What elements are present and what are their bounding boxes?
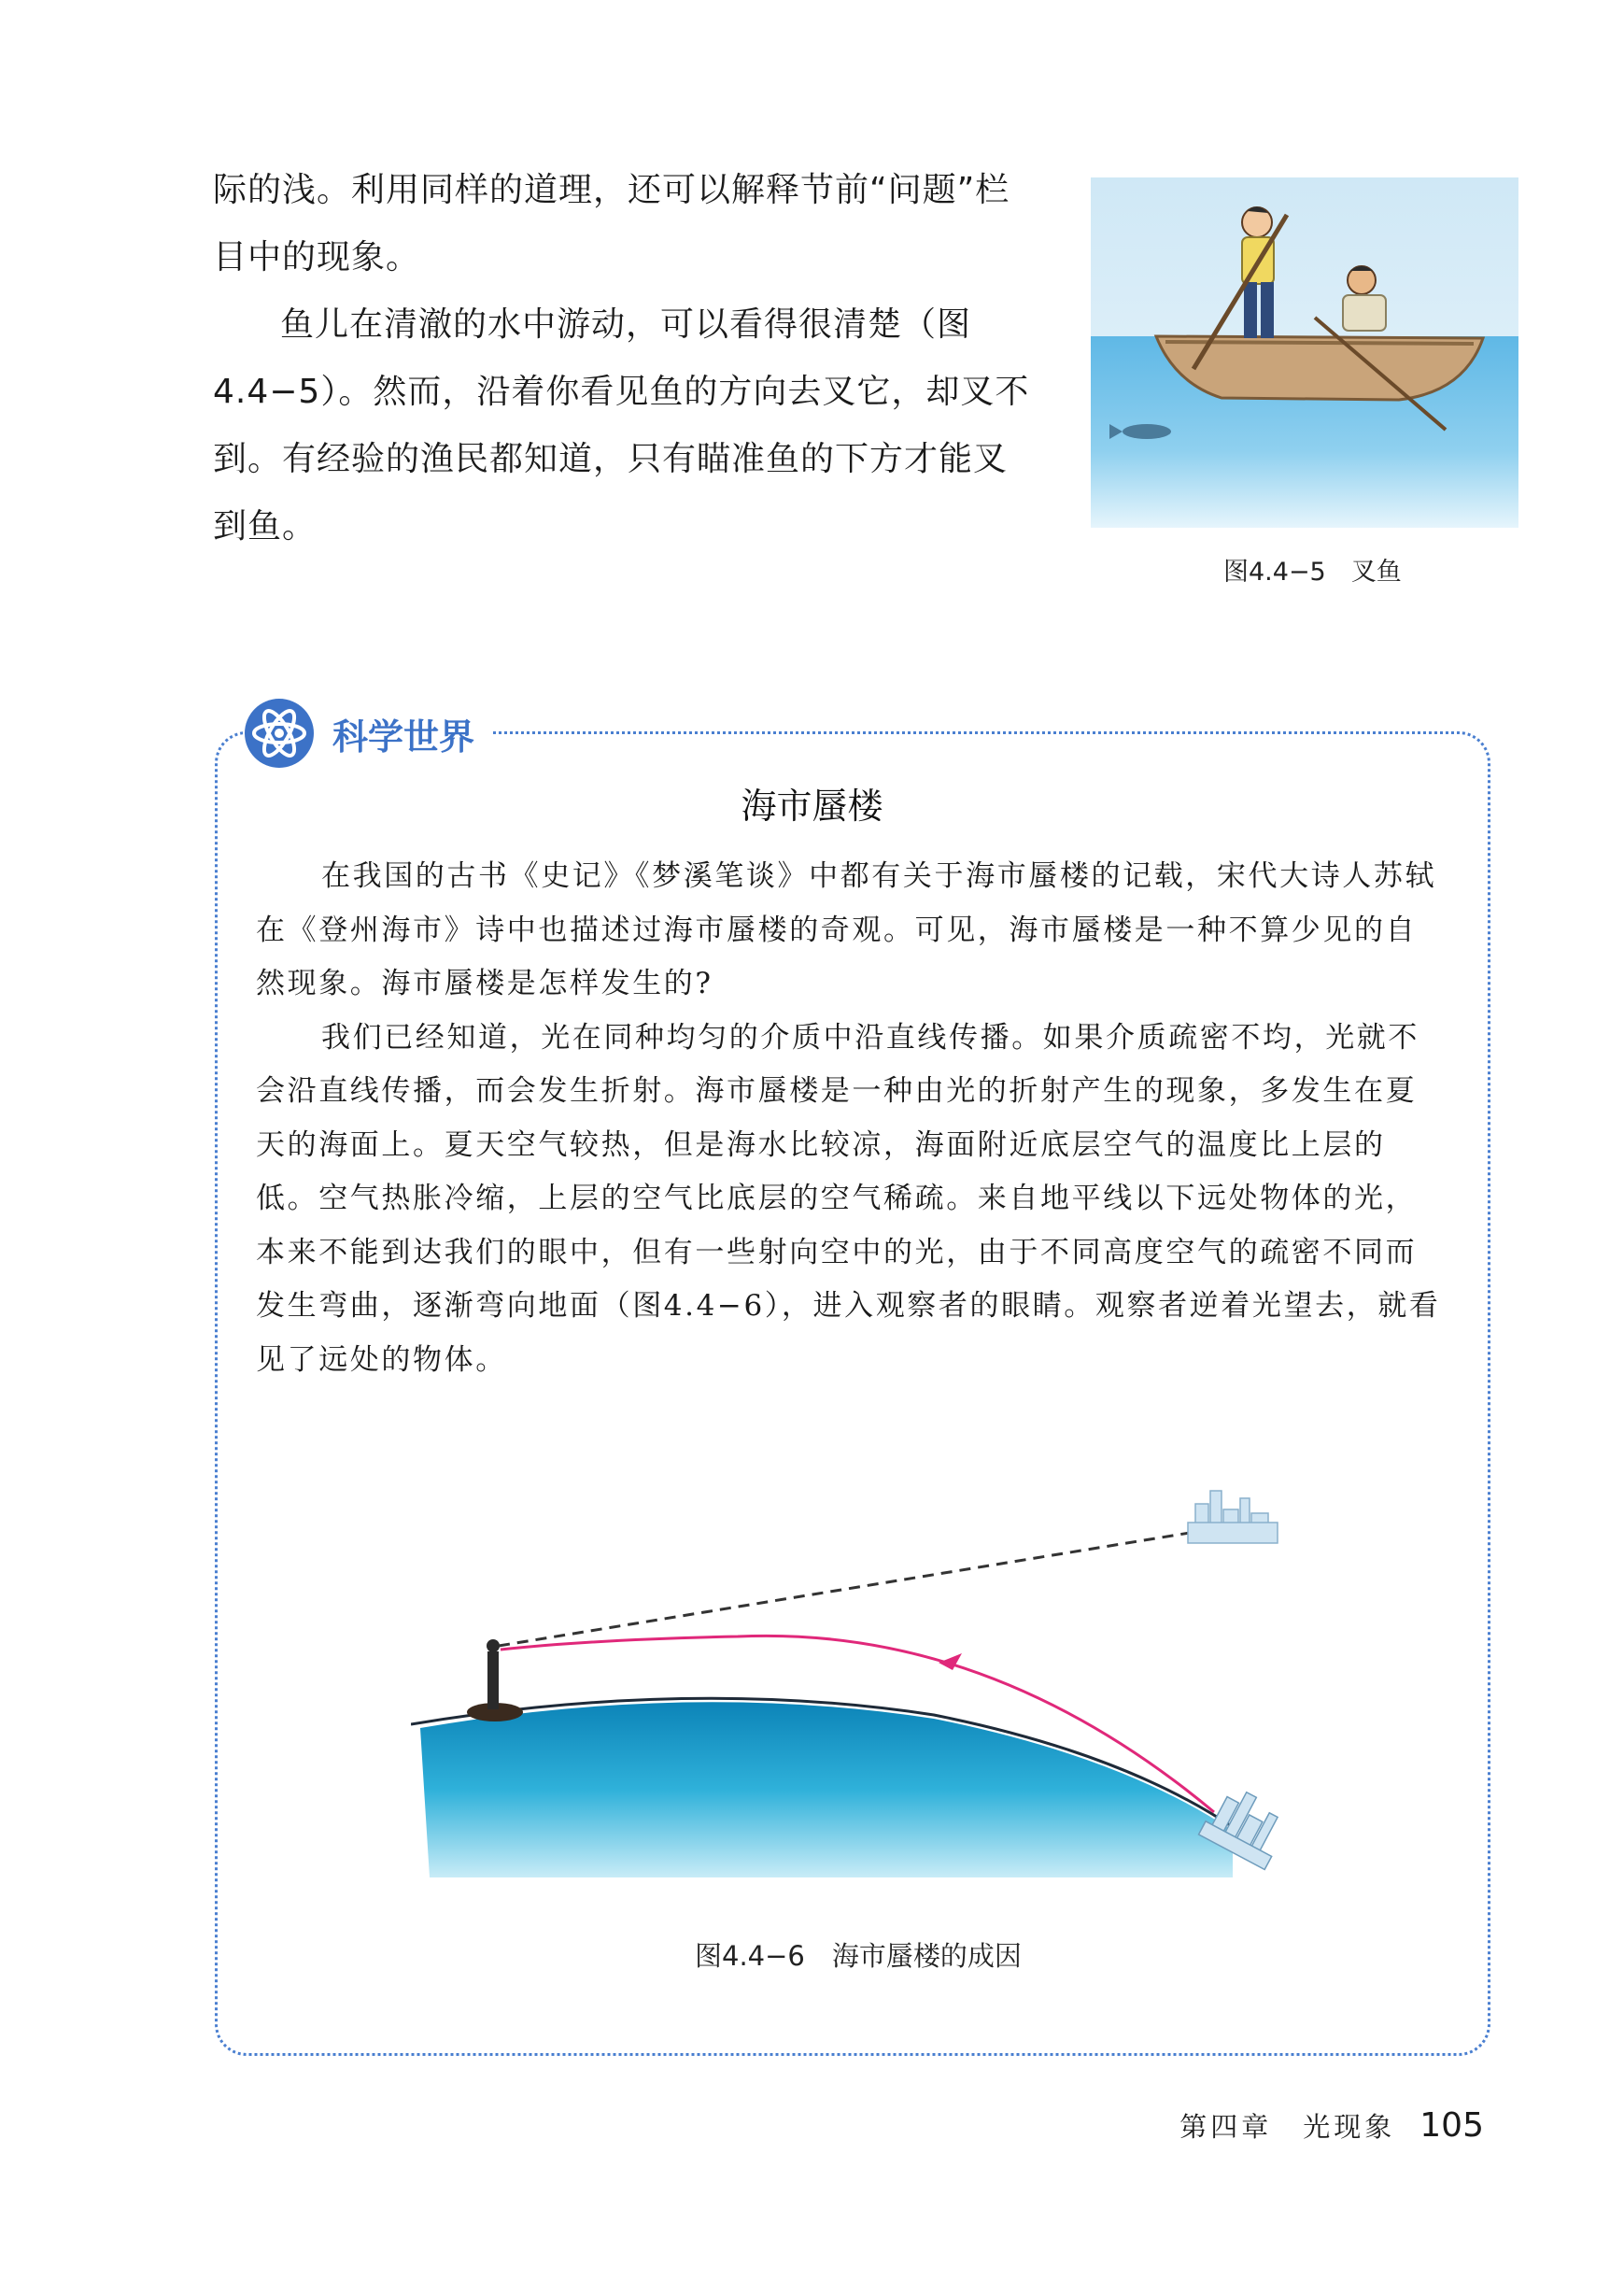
paragraph: 际的浅。利用同样的道理，还可以解释节前“问题”栏目中的现象。 [213, 171, 1010, 276]
box-label: 科学世界 [332, 715, 475, 758]
body-text [213, 157, 1037, 560]
page-footer [1179, 2106, 1484, 2145]
fishing-illustration [1091, 177, 1518, 528]
mirage-diagram [411, 1485, 1326, 1896]
paragraph: 我们已经知道，光在同种均匀的介质中沿直线传播。如果介质疏密不均，光就不会沿直线传播，而会发生折射。海市蜃楼是一种由光的折射产生的现象，多发生在夏天的海面上。夏天空气较热，但是海水比较凉，海面附近底层空气的温度比上层的低。空气热胀冷缩，上层的空气比底层的空气稀疏。来自地平线以下远处物体的光，本来不能到达我们的眼中，但有一些射向空中的光，由于不同高度空气的疏密不同而发生弯曲，逐渐弯向地面（图4.4−6），进入观察者的眼睛。观察者逆着光望去，就看见了远处的物体。 [256, 1020, 1441, 1377]
paragraph: 鱼儿在清澈的水中游动，可以看得很清楚（图4.4−5）。然而，沿着你看见鱼的方向去叉它，却叉不到。有经验的渔民都知道，只有瞄准鱼的下方才能叉到鱼。 [213, 305, 1030, 545]
article-title: 海市蜃楼 [741, 786, 883, 827]
page-number: 105 [1419, 2106, 1484, 2145]
atom-icon [243, 697, 316, 770]
chapter-title: 第四章 光现象 [1179, 2111, 1396, 2143]
article-body [256, 850, 1447, 1387]
figure-caption: 图4.4−6 海市蜃楼的成因 [695, 1940, 1022, 1972]
paragraph: 在我国的古书《史记》《梦溪笔谈》中都有关于海市蜃楼的记载，宋代大诗人苏轼在《登州海市》诗中也描述过海市蜃楼的奇观。可见，海市蜃楼是一种不算少见的自然现象。海市蜃楼是怎样发生的? [256, 859, 1437, 1000]
figure-caption: 图4.4−5 叉鱼 [1223, 558, 1402, 587]
box-header [243, 696, 491, 771]
